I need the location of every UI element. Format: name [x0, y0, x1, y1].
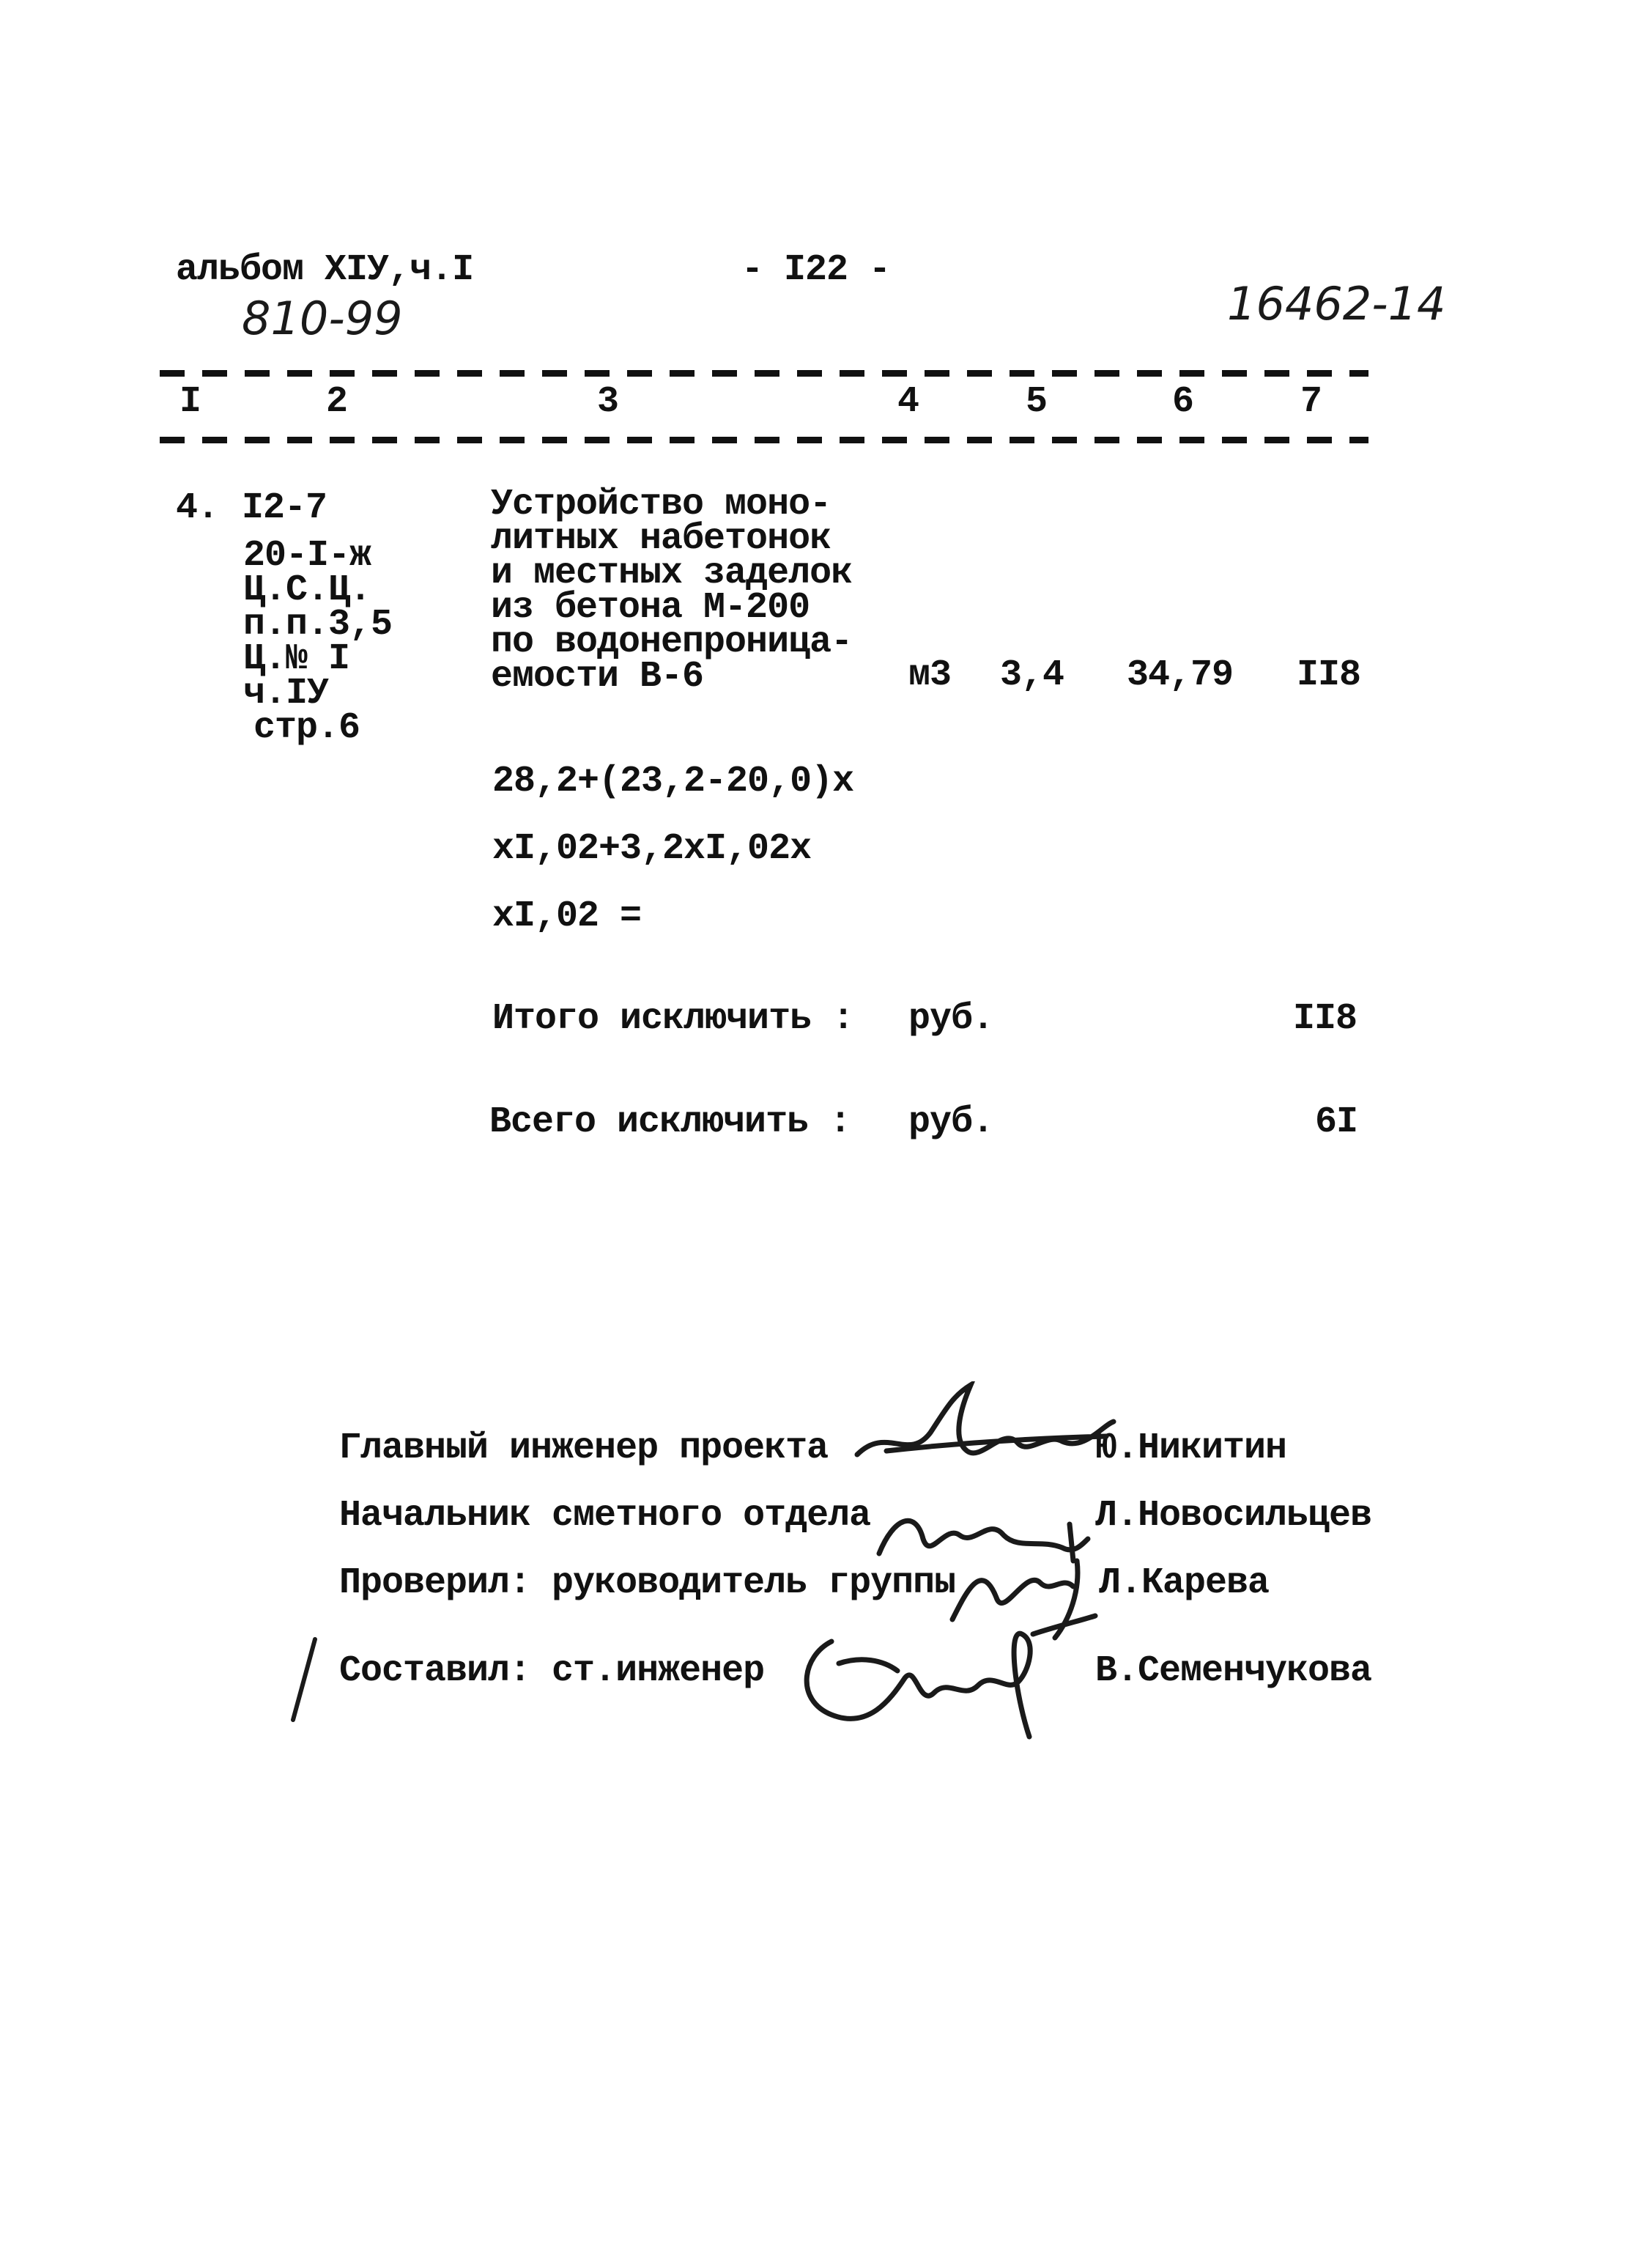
subtotal-value: II8 [1293, 998, 1357, 1040]
col-header-3: 3 [597, 381, 619, 423]
col-header-2: 2 [326, 381, 348, 423]
handwritten-left-note: 810-99 [242, 292, 403, 345]
signature-role: Главный инженер проекта [339, 1427, 829, 1469]
calculation-line: хI,02 = [492, 895, 642, 937]
item-price: 34,79 [1127, 654, 1234, 696]
grand-total-label: Всего исключить : [489, 1101, 851, 1143]
col-header-7: 7 [1300, 381, 1322, 423]
reference-line: 20-I-ж [243, 535, 371, 577]
col-header-6: 6 [1172, 381, 1194, 423]
grand-total-value: 6I [1315, 1101, 1358, 1143]
col-header-1: I [179, 381, 201, 423]
signature-name: Ю.Никитин [1095, 1427, 1287, 1469]
description-line: емости В-6 [491, 656, 704, 698]
signature-name: В.Семенчукова [1095, 1650, 1372, 1692]
calculation-line: хI,02+3,2хI,02х [492, 828, 812, 870]
reference-line: ч.IУ [243, 673, 329, 714]
signature-scribble-chief-engineer [842, 1381, 1121, 1477]
item-code: I2-7 [242, 487, 327, 529]
reference-line: п.п.3,5 [243, 604, 393, 646]
item-description [491, 484, 853, 698]
description-line: Устройство моно- [491, 484, 831, 525]
description-line: по водонепроница- [491, 621, 853, 663]
reference-line: стр.6 [253, 707, 360, 749]
reference-line: Ц.№ I [243, 638, 350, 680]
item-number: 4. [176, 487, 219, 529]
description-line: и местных заделок [491, 553, 853, 594]
col-header-5: 5 [1026, 381, 1048, 423]
signature-name: Л.Новосильцев [1095, 1495, 1372, 1537]
signature-name: Л.Карева [1099, 1562, 1270, 1604]
handwritten-right-note: 16462-14 [1227, 277, 1446, 330]
calculation-line: 28,2+(23,2-20,0)х [492, 761, 854, 802]
signature-role: Проверил: руководитель группы [339, 1562, 956, 1604]
album-reference: альбом ХIУ,ч.I [176, 249, 474, 291]
reference-line: Ц.С.Ц. [243, 569, 371, 611]
col-header-4: 4 [897, 381, 919, 423]
item-total: II8 [1297, 654, 1361, 696]
item-unit: м3 [908, 654, 952, 696]
description-line: из бетона М-200 [491, 587, 810, 629]
signature-role: Составил: ст.инженер [339, 1650, 765, 1692]
signature-scribble-engineer [788, 1612, 1051, 1751]
subtotal-unit: руб. [908, 998, 994, 1040]
item-reference [243, 535, 393, 749]
description-line: литных набетонок [491, 518, 831, 560]
page-number: - I22 - [741, 249, 891, 291]
subtotal-label: Итого исключить : [492, 998, 854, 1040]
top-dashed-rule [160, 370, 1368, 377]
margin-slash-mark [286, 1636, 322, 1724]
bottom-dashed-rule [160, 437, 1368, 443]
signature-role: Начальник сметного отдела [339, 1495, 871, 1537]
grand-total-unit: руб. [908, 1101, 994, 1143]
item-quantity: 3,4 [1000, 654, 1064, 696]
